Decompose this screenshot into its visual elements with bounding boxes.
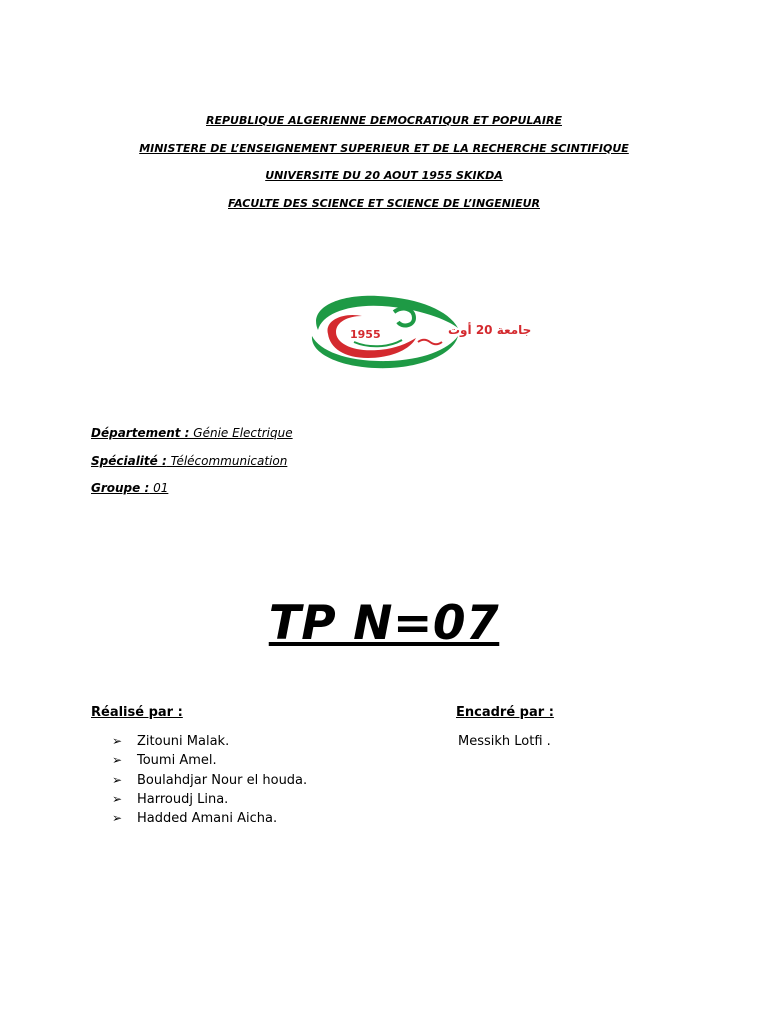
svg-text:1955: 1955	[350, 328, 381, 341]
university-logo-icon	[298, 290, 532, 372]
student-name: Hadded Amani Aicha.	[137, 811, 278, 827]
program-info	[91, 424, 293, 507]
header-line-republic: REPUBLIQUE ALGERIENNE DEMOCRATIQUR ET POPULAIRE	[206, 114, 562, 127]
specialty-row	[91, 452, 293, 480]
list-item	[112, 751, 307, 770]
department-label: Département :	[91, 426, 190, 440]
student-name: Boulahdjar Nour el houda.	[137, 772, 308, 788]
student-name: Toumi Amel.	[137, 753, 217, 769]
institution-header	[0, 112, 768, 222]
list-item	[112, 790, 307, 809]
header-line-university: UNIVERSITE DU 20 AOUT 1955 SKIKDA	[265, 169, 503, 182]
supervisor-name: Messikh Lotfi .	[458, 734, 551, 749]
student-name: Zitouni Malak.	[137, 734, 230, 749]
document-title: TP N=07	[268, 596, 500, 651]
realise-heading: Réalisé par :	[91, 705, 183, 720]
svg-text:جامعة 20 أوت: جامعة 20 أوت	[448, 323, 532, 337]
department-row	[91, 424, 293, 452]
arrowhead-bullet-icon: ➢	[112, 734, 123, 748]
specialty-value: Télécommunication	[166, 453, 288, 468]
header-line-ministry: MINISTERE DE L’ENSEIGNEMENT SUPERIEUR ET DE LA RECHERCHE SCINTIFIQUE	[139, 141, 629, 155]
university-logo	[298, 290, 532, 372]
header-line-faculty: FACULTE DES SCIENCE ET SCIENCE DE L’INGENIEUR	[228, 196, 540, 210]
list-item	[112, 771, 307, 790]
arrowhead-bullet-icon: ➢	[112, 753, 123, 768]
department-value: Génie Electrique	[189, 426, 293, 440]
encadre-heading: Encadré par :	[456, 705, 554, 720]
group-value: 01	[149, 481, 169, 495]
list-item	[112, 809, 307, 828]
arrowhead-bullet-icon: ➢	[112, 791, 123, 806]
arrowhead-bullet-icon: ➢	[112, 811, 123, 826]
group-label: Groupe :	[91, 481, 150, 495]
list-item	[112, 732, 307, 751]
group-row	[91, 479, 293, 507]
arrowhead-bullet-icon: ➢	[112, 772, 123, 787]
student-list	[112, 732, 307, 828]
specialty-label: Spécialité :	[91, 453, 167, 468]
student-name: Harroudj Lina.	[137, 791, 229, 807]
